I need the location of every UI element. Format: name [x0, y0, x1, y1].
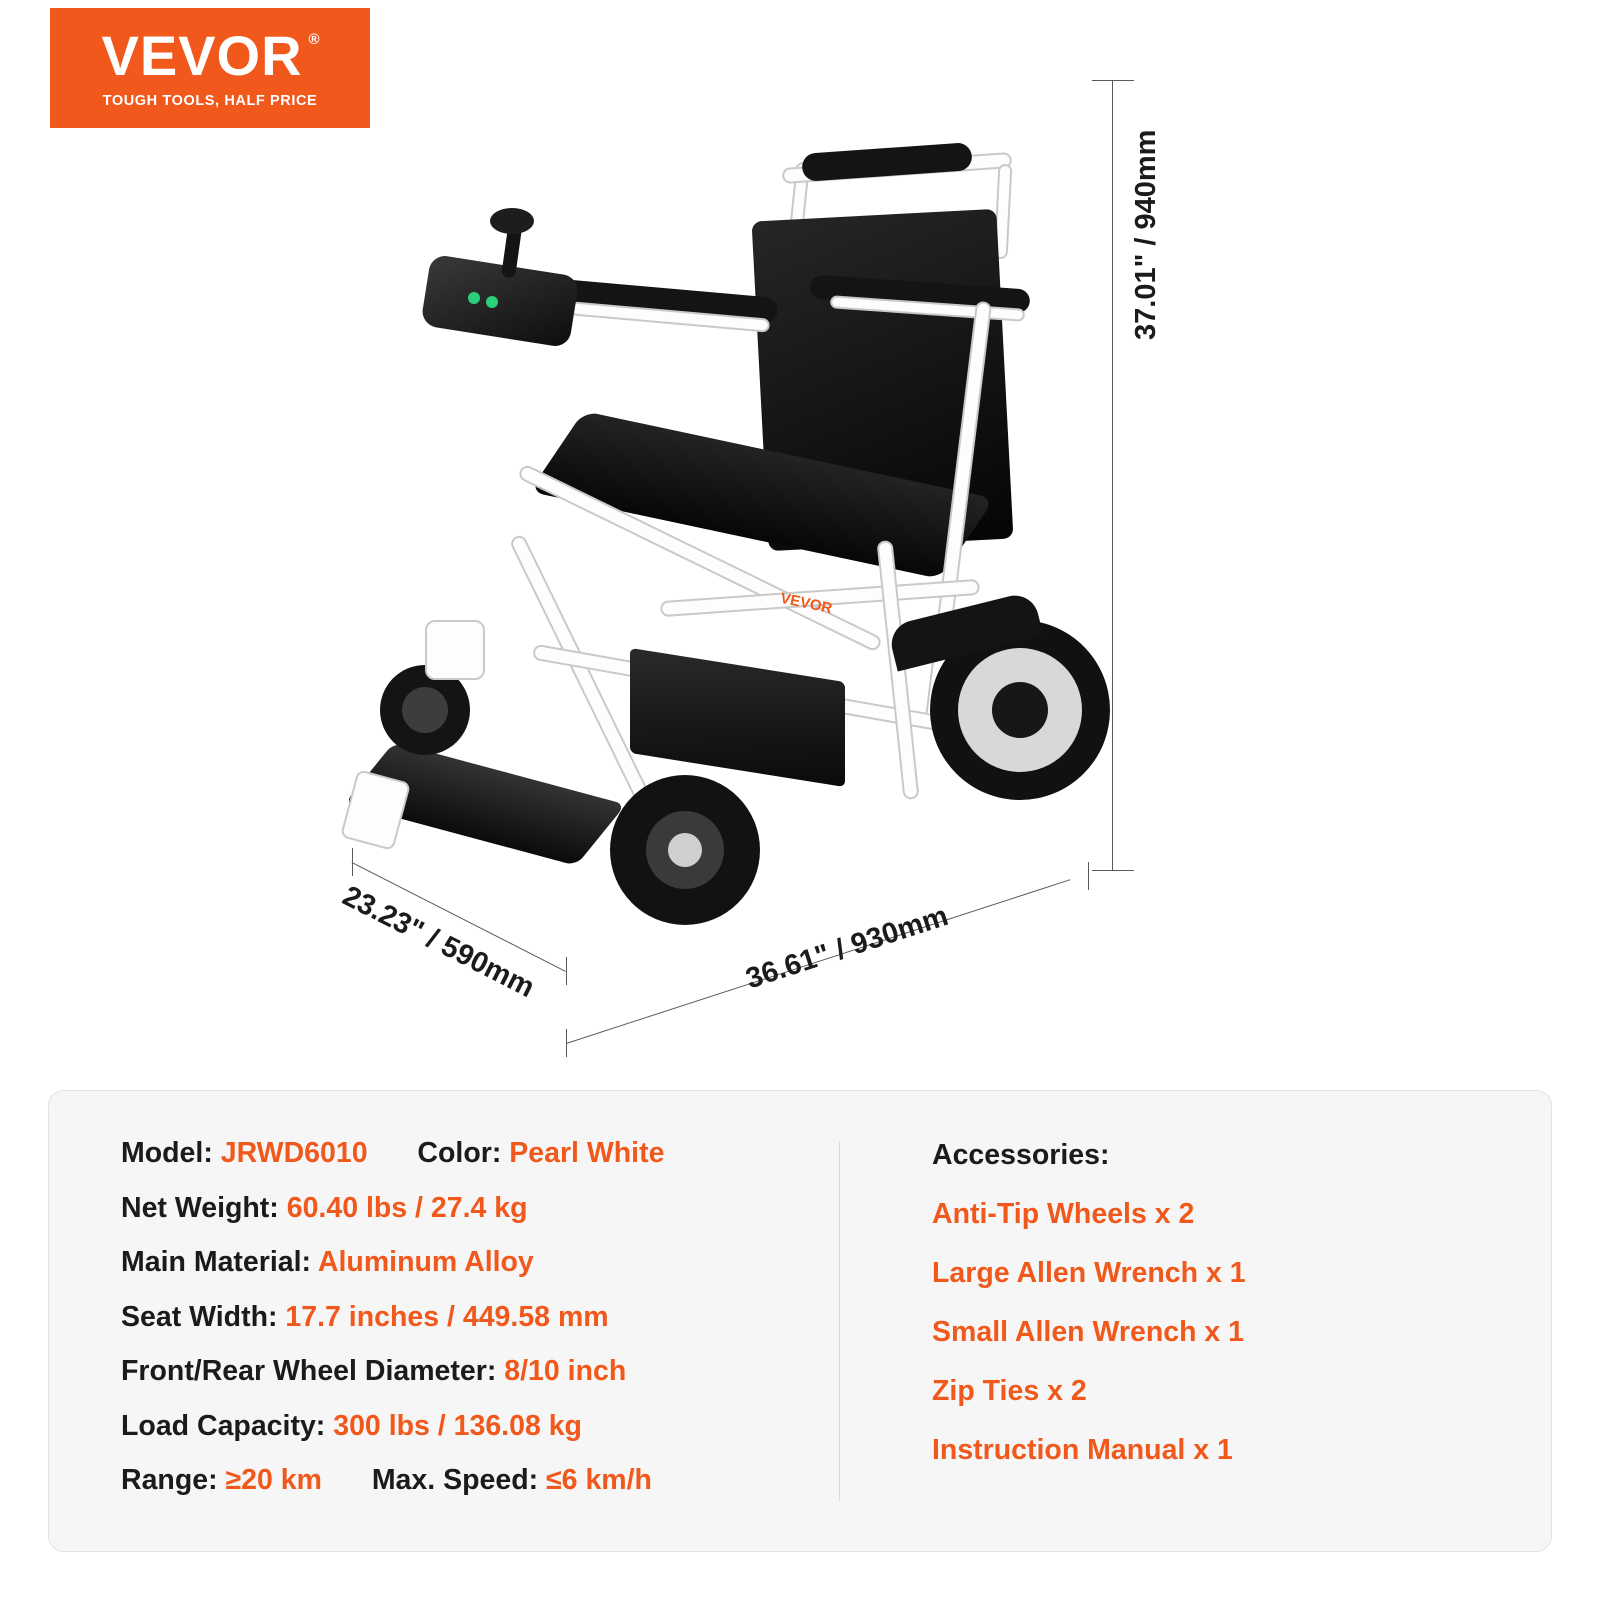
- spec-value-max-speed: ≤6 km/h: [546, 1464, 652, 1496]
- brand-name-text: VEVOR: [101, 23, 303, 87]
- spec-label-range: Range:: [121, 1464, 218, 1496]
- accessories-title: Accessories:: [932, 1139, 1110, 1171]
- front-caster-hub: [668, 833, 702, 867]
- status-led-icon: [468, 292, 480, 304]
- spec-row-range-speed: [121, 1466, 839, 1495]
- accessories-list: [840, 1091, 1551, 1551]
- joystick-knob[interactable]: [490, 208, 534, 234]
- spec-value-net-weight: 60.40 lbs / 27.4 kg: [286, 1191, 528, 1224]
- height-dimension-label: 37.01" / 940mm: [1130, 129, 1162, 340]
- spec-value-load-capacity: 300 lbs / 136.08 kg: [333, 1409, 582, 1442]
- spec-label-wheel-diameter: Front/Rear Wheel Diameter:: [121, 1355, 497, 1387]
- height-tick-top: [1092, 80, 1134, 81]
- battery-box: [630, 648, 845, 787]
- spec-row-main-material: [121, 1248, 839, 1277]
- brand-tagline: TOUGH TOOLS, HALF PRICE: [102, 92, 318, 109]
- spec-value-model: JRWD6010: [220, 1137, 368, 1169]
- controller-panel[interactable]: [420, 254, 579, 349]
- frame-brand-label: VEVOR: [778, 589, 834, 618]
- registered-mark: ®: [308, 30, 321, 48]
- spec-label-model: Model:: [121, 1137, 213, 1169]
- spec-label-net-weight: Net Weight:: [121, 1191, 279, 1224]
- depth-tick-left: [352, 848, 353, 876]
- spec-label-load-capacity: Load Capacity:: [121, 1409, 326, 1442]
- status-led-2-icon: [486, 296, 498, 308]
- width-tick-right: [1088, 862, 1089, 890]
- spec-label-main-material: Main Material:: [121, 1246, 312, 1278]
- spec-row-seat-width: [121, 1300, 839, 1333]
- anti-tip-wheel-rim: [402, 687, 448, 733]
- rear-wheel-hub: [992, 682, 1048, 738]
- accessory-item: Large Allen Wrench x 1: [932, 1257, 1246, 1289]
- wheelchair-illustration: [330, 120, 1150, 980]
- spec-row-net-weight: [121, 1191, 839, 1224]
- spec-row-wheel-diameter: [121, 1357, 839, 1386]
- specification-panel: [48, 1090, 1552, 1552]
- height-tick-bottom: [1092, 870, 1134, 871]
- anti-tip-bracket: [425, 620, 485, 680]
- height-dimension-line: [1112, 80, 1113, 870]
- handle-grip: [801, 142, 973, 182]
- spec-value-main-material: Aluminum Alloy: [317, 1246, 534, 1278]
- spec-value-seat-width: 17.7 inches / 449.58 mm: [285, 1300, 609, 1333]
- width-tick-left: [566, 1029, 567, 1057]
- spec-value-range: ≥20 km: [225, 1464, 322, 1496]
- specification-list: [49, 1091, 839, 1551]
- depth-dimension-label: 23.23" / 590mm: [337, 880, 540, 1005]
- accessory-item: Anti-Tip Wheels x 2: [932, 1198, 1195, 1230]
- spec-value-wheel-diameter: 8/10 inch: [504, 1355, 627, 1387]
- width-dimension-label: 36.61" / 930mm: [742, 899, 953, 996]
- footplate-mount: [340, 769, 411, 851]
- accessory-item: Small Allen Wrench x 1: [932, 1316, 1245, 1348]
- accessory-item: Instruction Manual x 1: [932, 1434, 1233, 1466]
- spec-label-seat-width: Seat Width:: [121, 1300, 278, 1333]
- spec-row-model: [121, 1139, 839, 1168]
- depth-tick-right: [566, 957, 567, 985]
- spec-value-color: Pearl White: [509, 1137, 665, 1169]
- spec-row-load-capacity: [121, 1409, 839, 1442]
- spec-label-color: Color:: [417, 1137, 502, 1169]
- spec-label-max-speed: Max. Speed:: [371, 1464, 539, 1496]
- accessory-item: Zip Ties x 2: [932, 1375, 1087, 1407]
